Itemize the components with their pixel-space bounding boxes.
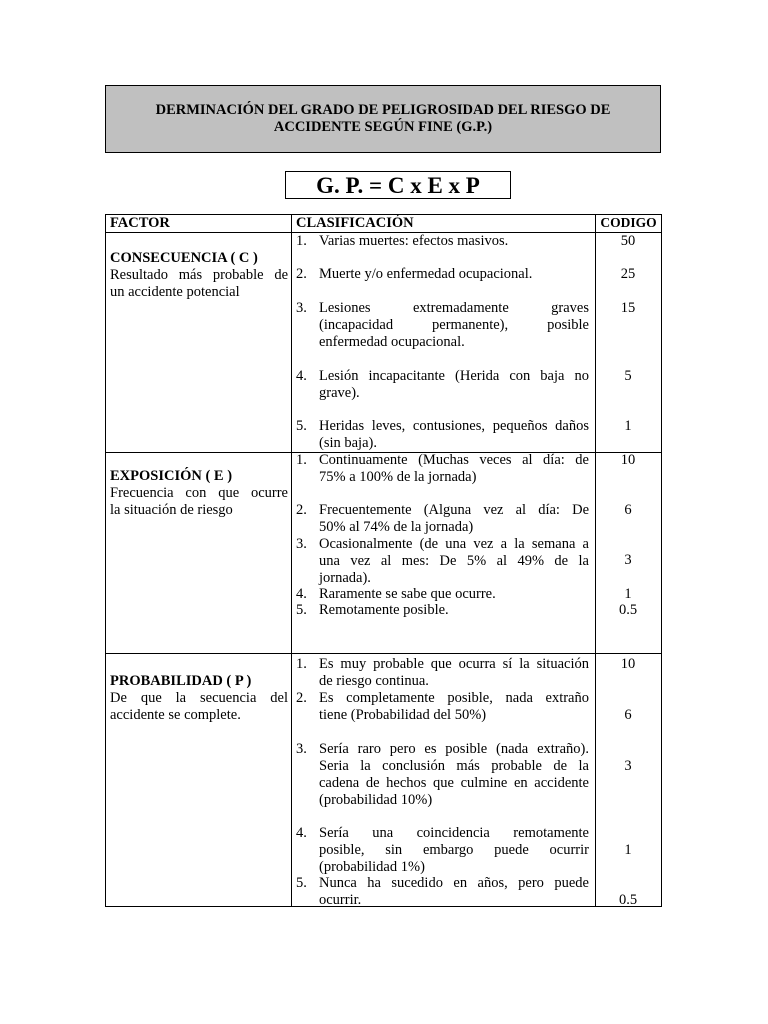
item-text-line: Nunca ha sucedido en años, pero puede <box>319 875 589 891</box>
item-number: 3. <box>296 536 307 552</box>
item-code: 0.5 <box>618 892 638 908</box>
document-title-line-2: ACCIDENTE SEGÚN FINE (G.P.) <box>273 119 493 135</box>
item-text-line: Muerte y/o enfermedad ocupacional. <box>319 266 533 282</box>
item-text-line: Lesiones extremadamente graves <box>319 300 589 316</box>
item-text-line: Lesión incapacitante (Herida con baja no <box>319 368 589 384</box>
item-code: 6 <box>624 707 632 723</box>
item-number: 4. <box>296 368 307 384</box>
item-text-line: Sería raro pero es posible (nada extraño). <box>319 741 589 757</box>
item-code: 1 <box>624 842 632 858</box>
header-factor: FACTOR <box>110 215 170 231</box>
item-number: 1. <box>296 452 307 468</box>
item-code: 25 <box>620 266 636 282</box>
item-code: 6 <box>624 502 632 518</box>
item-code: 5 <box>624 368 632 384</box>
item-text-line: jornada). <box>319 570 371 586</box>
factor-probabilidad-desc-line: accidente se complete. <box>110 707 241 723</box>
item-text-line: (incapacidad permanente), posible <box>319 317 589 333</box>
classification-table <box>105 214 662 907</box>
item-text-line: de riesgo continua. <box>319 673 429 689</box>
item-number: 5. <box>296 418 307 434</box>
item-text-line: 50% al 74% de la jornada) <box>319 519 474 535</box>
row-divider-probabilidad <box>106 653 661 654</box>
item-text-line: Ocasionalmente (de una vez a la semana a <box>319 536 589 552</box>
item-text-line: grave). <box>319 385 360 401</box>
factor-probabilidad-desc-line: De que la secuencia del <box>110 690 288 706</box>
document-title-box <box>105 85 661 153</box>
item-text-line: Es muy probable que ocurra sí la situación <box>319 656 589 672</box>
item-text-line: Continuamente (Muchas veces al día: de <box>319 452 589 468</box>
item-text-line: Remotamente posible. <box>319 602 449 618</box>
item-text-line: Varias muertes: efectos masivos. <box>319 233 509 249</box>
item-number: 1. <box>296 656 307 672</box>
item-number: 3. <box>296 300 307 316</box>
header-codigo: CODIGO <box>600 215 657 230</box>
item-code: 1 <box>624 586 632 602</box>
item-code: 15 <box>620 300 636 316</box>
factor-consecuencia-desc-line: Resultado más probable de <box>110 267 288 283</box>
item-text-line: Raramente se sabe que ocurre. <box>319 586 496 602</box>
factor-exposicion-desc-line: la situación de riesgo <box>110 502 233 518</box>
item-text-line: Sería una coincidencia remotamente <box>319 825 589 841</box>
item-code: 10 <box>620 452 636 468</box>
item-text-line: 75% a 100% de la jornada) <box>319 469 477 485</box>
header-clasificacion: CLASIFICACIÓN <box>296 215 414 231</box>
item-text-line: enfermedad ocupacional. <box>319 334 465 350</box>
item-code: 50 <box>620 233 636 249</box>
item-code: 3 <box>624 552 632 568</box>
item-text-line: Heridas leves, contusiones, pequeños daños <box>319 418 589 434</box>
factor-exposicion-name: EXPOSICIÓN ( E ) <box>110 468 233 484</box>
document-title-line-1: DERMINACIÓN DEL GRADO DE PELIGROSIDAD DEL RIESGO DE <box>155 102 611 118</box>
item-number: 4. <box>296 825 307 841</box>
item-code: 1 <box>624 418 632 434</box>
item-code: 3 <box>624 758 632 774</box>
item-text-line: Seria la conclusión más probable de la <box>319 758 589 774</box>
item-text-line: Frecuentemente (Alguna vez al día: De <box>319 502 589 518</box>
item-text-line: (probabilidad 10%) <box>319 792 433 808</box>
factor-consecuencia-desc-line: un accidente potencial <box>110 284 240 300</box>
column-divider-factor <box>291 215 292 906</box>
item-text-line: cadena de hechos que culmine en accidente <box>319 775 589 791</box>
item-number: 1. <box>296 233 307 249</box>
factor-exposicion-desc-line: Frecuencia con que ocurre <box>110 485 288 501</box>
formula-box: G. P. = C x E x P <box>285 171 511 199</box>
item-text-line: una vez al mes: De 5% al 49% de la <box>319 553 589 569</box>
item-number: 2. <box>296 690 307 706</box>
item-text-line: (sin baja). <box>319 435 377 451</box>
item-number: 4. <box>296 586 307 602</box>
item-number: 5. <box>296 875 307 891</box>
item-number: 5. <box>296 602 307 618</box>
item-text-line: ocurrir. <box>319 892 362 908</box>
item-text-line: Es completamente posible, nada extraño <box>319 690 589 706</box>
item-number: 2. <box>296 266 307 282</box>
factor-consecuencia-name: CONSECUENCIA ( C ) <box>110 250 258 266</box>
item-number: 3. <box>296 741 307 757</box>
item-number: 2. <box>296 502 307 518</box>
factor-probabilidad-name: PROBABILIDAD ( P ) <box>110 673 252 689</box>
item-text-line: posible, sin embargo puede ocurrir <box>319 842 589 858</box>
item-text-line: (probabilidad 1%) <box>319 859 425 875</box>
item-text-line: tiene (Probabilidad del 50%) <box>319 707 487 723</box>
item-code: 10 <box>620 656 636 672</box>
item-code: 0.5 <box>618 602 638 618</box>
